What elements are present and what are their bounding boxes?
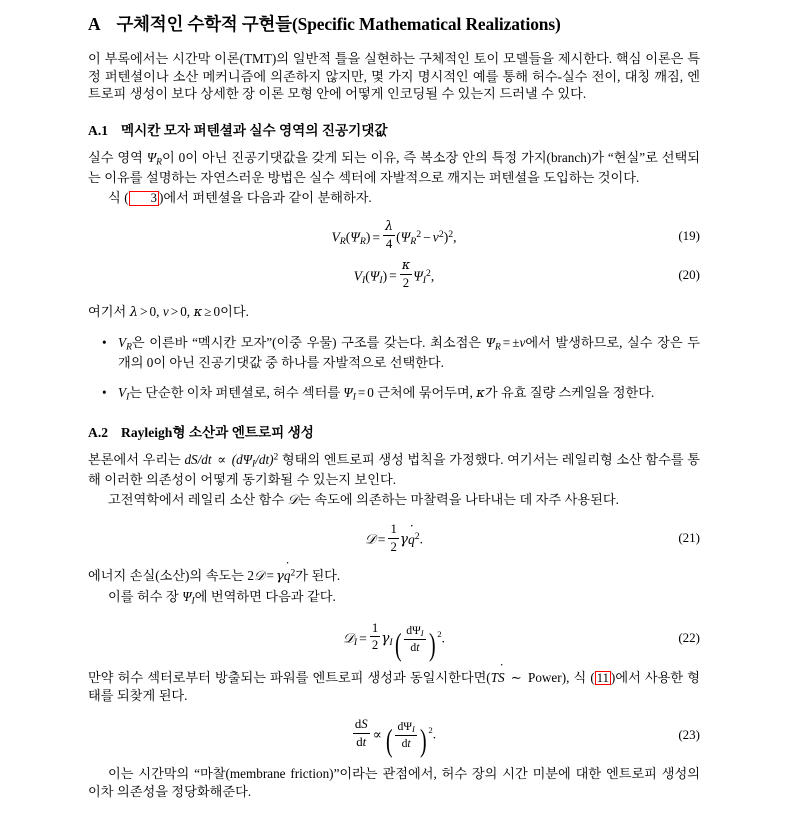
a2-p4-text-b: 에 번역하면 다음과 같다. <box>194 588 336 604</box>
equation-block-22 <box>88 621 700 662</box>
a1-paragraph-3 <box>88 303 700 322</box>
equation-21-row <box>88 522 700 554</box>
equation-19-number: (19) <box>678 227 700 243</box>
equation-block-21 <box>88 522 700 554</box>
subsection-title-a1: 멕시칸 모자 퍼텐셜과 실수 영역의 진공기댓값 <box>121 123 388 139</box>
equation-21-body: 𝒟 = $\frac{1}{2}$ γq ˙$^2$. <box>88 522 700 554</box>
a2-p3-text-a: 에너지 손실(소산)의 속도는 <box>88 568 248 584</box>
equation-21-number: (21) <box>678 530 700 546</box>
subsection-number-a1: A.1 <box>88 123 109 139</box>
a2-p2-text-a: 고전역학에서 레일리 소산 함수 <box>108 491 288 507</box>
a2-p4-text-a: 이를 허수 장 <box>108 588 183 604</box>
math-caligraphic-d: 𝒟 <box>287 492 299 508</box>
a1-paragraph-1 <box>88 149 700 187</box>
equation-20-number: (20) <box>678 266 700 282</box>
math-t-sdot-power: TS ˙ ∼ Power <box>491 670 562 685</box>
a2-p3-text-b: 가 된다. <box>295 568 341 584</box>
a1-p2-text-a: 식 <box>108 190 125 206</box>
section-number: A <box>88 14 101 34</box>
math-parameter-conditions: λ > 0, v > 0, κ ≥ 0 <box>129 304 221 321</box>
a2-paragraph-4 <box>88 588 700 608</box>
a1-p1-text-b: 이 0이 아닌 진공기댓값을 갖게 되는 이유, 즉 복소장 안의 특정 가지(branch)가 “현실”로 선택되는 이유를 설명하는 자연스러운 방법은 실수 섹터에 자발적으로 깨지는 퍼텐셜을 도입하는 것이다. <box>88 150 701 186</box>
subsection-number-a2: A.2 <box>88 424 109 440</box>
a1-p2-text-b: 에서 퍼텐셜을 다음과 같이 분해하자. <box>163 190 372 206</box>
a2-p1-text-a: 본론에서 우리는 <box>88 451 185 467</box>
a2-paragraph-6: 이는 시간막의 “마찰(membrane friction)”이라는 관점에서, 허수 장의 시간 미분에 대한 엔트로피 생성의 이차 의존성을 정당화해준다. <box>88 765 700 799</box>
a2-paragraph-1 <box>88 451 700 489</box>
intro-paragraph: 이 부록에서는 시간막 이론(TMT)의 일반적 틀을 실현하는 구체적인 토이 모델들을 제시한다. 핵심 이론은 특정 퍼텐셜이나 소산 메커니즘에 의존하지 않지만, 몇 가지 명시적인 예를 통해 허수-실수 전이, 대칭 깨짐, 엔트로피 생성이 보다 상세한 장 이론 모형 안에 어떻게 인코딩될 수 있는지 드러낼 수 있다. <box>88 50 700 102</box>
math-kappa: κ <box>476 386 485 402</box>
a1-p3-text-b: 이다. <box>220 304 249 320</box>
equation-22-row <box>88 621 700 662</box>
a2-p5-text-a: 만약 허수 섹터로부터 방출되는 파워를 엔트로피 생성과 동일시한다면( <box>88 669 491 685</box>
equation-22-body: 𝒟$_I$ = $\frac{1}{2}$ $\gamma_I$( $\frac{d\Psi_I}{dt}$ ) $^2$. <box>343 621 445 662</box>
equation-20-body: $V_I(\Psi_I)$ = $\frac{\kappa}{2}$ $\Psi_I^2$, <box>353 257 435 291</box>
equation-20-row <box>88 259 700 291</box>
math-psi-r-eq-pm-v: $\Psi_R = \pm v$ <box>485 335 526 353</box>
equation-block-19-20 <box>88 220 700 290</box>
a2-p2-text-b: 는 속도에 의존하는 마찰력을 나타내는 데 자주 사용된다. <box>298 491 619 507</box>
section-heading-a <box>88 14 700 36</box>
subsection-heading-a2 <box>88 425 700 442</box>
bullet-item-vi: • $V_I$는 단순한 이차 퍼텐셜로, 허수 섹터를 $\Psi_I = 0$ 근처에 묶어두며, κ가 유효 질량 스케일을 정한다. <box>88 384 700 404</box>
a2-p1-text-b: 형태의 엔트로피 생성 법칙을 가정했다. 여기서는 레일리형 소산 함수를 통해 이러한 의존성이 어떻게 동기화될 수 있는지 보인다. <box>88 451 701 487</box>
equation-19-row <box>88 220 700 252</box>
math-v-i: $V_I$ <box>118 385 130 403</box>
math-psi-r: $\Psi_R$ <box>146 150 162 168</box>
subsection-heading-a1 <box>88 123 700 140</box>
math-psi-i: $\Psi_I$ <box>182 588 195 607</box>
equation-23-row <box>88 717 700 758</box>
subsection-title-a2: Rayleigh형 소산과 엔트로피 생성 <box>121 424 314 440</box>
a2-p5-text-b: ), 식 <box>561 669 591 685</box>
a1-bullet-list <box>88 334 700 404</box>
equation-19-body: $V_R(\Psi_R)$ = $\frac{\lambda}{4}$ $(\Psi_R^2 - v^2)^2$, <box>331 219 457 252</box>
bullet-item-vr: • $V_R$은 이른바 “멕시칸 모자”(이중 우물) 구조를 갖는다. 최소점은 $\Psi_R = \pm v$에서 발생하므로, 실수 장은 두 개의 0이 아닌 진공기댓값 중 하나를 자발적으로 선택한다. <box>88 334 700 372</box>
math-ds-dt-prop: $dS/dt \propto (d\Psi_I/dt)^2$ <box>184 451 279 469</box>
a1-p3-text-a: 여기서 <box>88 304 130 320</box>
a1-paragraph-2: 식 ( 3 )에서 퍼텐셜을 다음과 같이 분해하자. <box>108 190 372 206</box>
a1-p1-text-a: 실수 영역 <box>88 150 147 166</box>
math-psi-i-eq-zero: $\Psi_I = 0$ <box>343 385 374 403</box>
equation-23-number: (23) <box>678 726 700 742</box>
section-title: 구체적인 수학적 구현들(Specific Mathematical Realizations) <box>116 14 561 34</box>
equation-22-number: (22) <box>678 630 700 646</box>
math-v-r: $V_R$ <box>118 335 132 353</box>
a2-paragraph-5: 만약 허수 섹터로부터 방출되는 파워를 엔트로피 생성과 동일시한다면(TS ˙ ∼ Power), 식 ( 11 )에서 사용한 형태를 되찾게 된다. <box>88 669 700 705</box>
equation-reference-3[interactable]: 3 <box>129 191 159 206</box>
equation-23-body: $\frac{dS}{dt}$ ∝ ( $\frac{d\Psi_I}{dt}$ ) $^2$. <box>354 717 437 758</box>
a2-paragraph-3 <box>88 567 700 586</box>
math-2d-eq-gamma-qdot2: 2𝒟 = γq ˙$^2$ <box>247 568 295 583</box>
equation-reference-11[interactable]: 11 <box>596 670 609 685</box>
equation-block-23 <box>88 717 700 758</box>
a2-p5-text-c: 에서 사용한 형태를 되찾게 된다. <box>88 669 701 703</box>
a2-paragraph-2 <box>88 491 700 510</box>
